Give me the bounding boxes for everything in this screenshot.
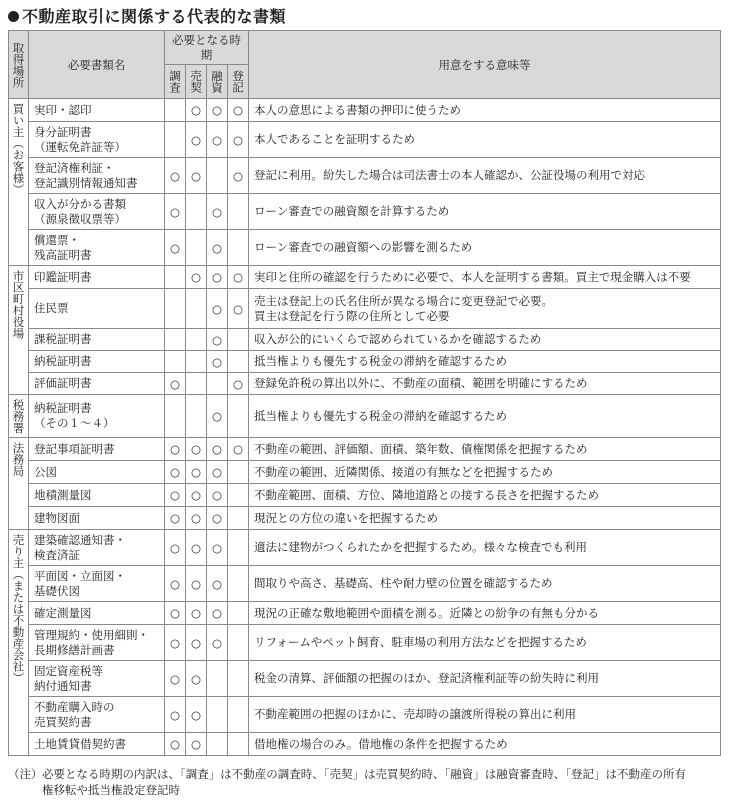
meaning-cell [249,507,721,530]
timing-mark: ○ [165,507,186,530]
table-row [9,266,721,289]
document-name-line: 登記済権利証・ [34,160,115,175]
document-name [29,194,165,230]
timing-mark [228,530,249,566]
timing-mark: ○ [165,566,186,602]
timing-mark: ○ [228,122,249,158]
table-row [9,329,721,351]
timing-mark [186,395,207,438]
meaning-line: 借地権の場合のみ。借地権の条件を把握するため [254,736,508,751]
document-name-line: 実印・認印 [34,102,92,117]
meaning-line: 適法に建物がつくられたかを把握するため。様々な検査でも利用 [254,540,588,554]
table-row [9,602,721,625]
timing-mark [186,194,207,230]
timing-mark [207,697,228,733]
meaning-line: 買主は登記を行う際の住所として必要 [254,308,450,323]
document-name-line: 住民票 [34,301,69,315]
timing-mark: ○ [186,438,207,461]
timing-mark: ○ [207,461,228,484]
document-name-line: 土地賃貸借契約書 [34,736,126,751]
meaning-line: 現況の正確な敷地範囲や面積を測る。近隣との紛争の有無も分かる [254,605,599,620]
document-name [29,484,165,507]
timing-mark: ○ [207,507,228,530]
document-name [29,230,165,266]
meaning-line: ローン審査での融資額への影響を測るため [254,240,473,254]
header-timing-registration: 登記 [228,65,249,99]
table-row [9,122,721,158]
timing-mark: ○ [165,158,186,194]
footnote [8,766,724,798]
timing-mark [228,697,249,733]
timing-mark [207,661,228,697]
footnote-line-1: 必要となる時期の内訳は、「調査」は不動産の調査時、「売契」は売買契約時、「融資」は融資審査時、「登記」は不動産の所有 [42,767,686,781]
timing-mark [165,266,186,289]
meaning-cell [249,329,721,351]
meaning-cell [249,395,721,438]
document-name [29,566,165,602]
header-timing-group: 必要となる時期 [165,31,249,65]
document-name-line: 長期修繕計画書 [34,642,115,657]
timing-mark: ○ [228,289,249,329]
meaning-cell [249,566,721,602]
timing-mark: ○ [207,230,228,266]
footnote-label: （注） [8,767,43,781]
category-label: 買い主（お客様） [11,103,26,195]
meaning-cell [249,266,721,289]
document-name-line: 登記識別情報通知書 [34,175,138,190]
header-timing-loan: 融資 [207,65,228,99]
timing-mark: ○ [186,484,207,507]
timing-mark [228,351,249,373]
timing-mark [228,566,249,602]
document-name-line: 地積測量図 [34,487,92,502]
timing-mark [186,329,207,351]
timing-mark [228,602,249,625]
document-name-line: 建物図面 [34,510,80,525]
timing-mark: ○ [165,230,186,266]
timing-mark: ○ [186,566,207,602]
document-name-line: 償還票・ [34,232,80,247]
bullet-icon [8,11,19,22]
timing-mark: ○ [207,484,228,507]
document-name [29,329,165,351]
meaning-cell [249,194,721,230]
header-document: 必要書類名 [29,31,165,99]
document-name [29,438,165,461]
table-row [9,351,721,373]
table-row [9,661,721,697]
meaning-cell [249,625,721,661]
table-row [9,289,721,329]
header-timing-survey: 調査 [165,65,186,99]
document-name [29,351,165,373]
table-row [9,461,721,484]
timing-mark: ○ [186,158,207,194]
category-cell [9,266,29,395]
timing-mark [228,484,249,507]
timing-mark: ○ [207,438,228,461]
meaning-line: 不動産の範囲、評価額、面積、築年数、債権関係を把握するため [254,441,588,456]
document-name-line: 平面図・立面図・ [34,568,126,583]
meaning-cell [249,373,721,395]
category-label: 法務局 [11,442,26,477]
header-category: 取得場所 [9,31,29,99]
table-row [9,230,721,266]
timing-mark: ○ [207,351,228,373]
table-row [9,99,721,122]
category-label: 売り主（または不動産会社） [11,534,26,684]
timing-mark [228,329,249,351]
meaning-cell [249,733,721,756]
timing-mark: ○ [165,484,186,507]
timing-mark [186,373,207,395]
document-name-line: 建築確認通知書・ [34,532,126,547]
document-name-line: 不動産購入時の [34,699,115,714]
timing-mark: ○ [165,697,186,733]
timing-mark: ○ [165,625,186,661]
document-name-line: 納税証明書 [34,401,92,415]
table-row [9,194,721,230]
document-name [29,289,165,329]
table-row [9,697,721,733]
timing-mark: ○ [207,566,228,602]
category-label: 税務署 [11,399,26,434]
document-name-line: 収入が分かる書類 [34,196,126,211]
meaning-cell [249,158,721,194]
timing-mark [207,158,228,194]
category-label: 市区町村役場 [11,270,26,339]
timing-mark: ○ [186,122,207,158]
timing-mark [165,289,186,329]
document-name-line: 検査済証 [34,547,80,562]
category-cell [9,530,29,756]
timing-mark: ○ [165,461,186,484]
document-name-line: 評価証明書 [34,376,92,390]
timing-mark: ○ [186,99,207,122]
document-name [29,373,165,395]
document-name [29,733,165,756]
category-cell [9,395,29,438]
table-row [9,625,721,661]
timing-mark [207,733,228,756]
document-name [29,158,165,194]
document-name-line: 納税証明書 [34,354,92,368]
timing-mark: ○ [165,661,186,697]
timing-mark: ○ [207,122,228,158]
meaning-line: 本人の意思による書類の押印に使うため [254,102,461,117]
table-row [9,484,721,507]
header-timing-contract: 売契 [186,65,207,99]
document-name-line: 印鑑証明書 [34,269,92,284]
meaning-line: 登記に利用。紛失した場合は司法書士の本人確認か、公証役場の利用で対応 [254,168,645,182]
timing-mark: ○ [228,158,249,194]
meaning-cell [249,461,721,484]
meaning-line: 不動産範囲の把握のほかに、売却時の譲渡所得税の算出に利用 [254,707,576,721]
document-name-line: （源泉徴収票等） [34,211,126,226]
document-name [29,266,165,289]
meaning-line: ローン審査での融資額を計算するため [254,204,450,218]
timing-mark [228,625,249,661]
timing-mark: ○ [165,602,186,625]
table-row [9,507,721,530]
document-name-line: 公図 [34,464,57,479]
category-cell [9,438,29,530]
timing-mark [165,395,186,438]
document-name [29,122,165,158]
timing-mark: ○ [186,461,207,484]
timing-mark: ○ [207,194,228,230]
timing-mark: ○ [186,602,207,625]
document-name-line: 納付通知書 [34,678,92,693]
document-name-line: （運転免許証等） [34,139,126,154]
document-name-line: 売買契約書 [34,714,92,729]
timing-mark: ○ [207,99,228,122]
table-row [9,530,721,566]
meaning-cell [249,697,721,733]
table-row [9,373,721,395]
timing-mark: ○ [165,733,186,756]
timing-mark [165,122,186,158]
timing-mark: ○ [165,194,186,230]
meaning-line: リフォームやペット飼育、駐車場の利用方法などを把握するため [254,635,587,649]
meaning-cell [249,484,721,507]
meaning-cell [249,289,721,329]
documents-table [8,30,721,756]
timing-mark [186,351,207,373]
document-name-line: 確定測量図 [34,605,92,620]
timing-mark: ○ [186,733,207,756]
timing-mark: ○ [207,602,228,625]
document-name-line: （その１～４） [34,416,115,430]
document-name-line: 残高証明書 [34,247,92,262]
document-name [29,461,165,484]
meaning-line: 収入が公的にいくらで認められているかを確認するため [254,332,542,346]
document-name-line: 身分証明書 [34,124,92,139]
timing-mark: ○ [186,661,207,697]
timing-mark: ○ [207,266,228,289]
timing-mark: ○ [207,329,228,351]
timing-mark [228,661,249,697]
meaning-line: 不動産範囲、面積、方位、隣地道路との接する長さを把握するため [254,487,599,502]
timing-mark: ○ [228,438,249,461]
document-name [29,395,165,438]
timing-mark: ○ [207,530,228,566]
meaning-line: 抵当権よりも優先する税金の滞納を確認するため [254,408,507,423]
document-name [29,661,165,697]
timing-mark [186,289,207,329]
meaning-cell [249,230,721,266]
document-name-line: 課税証明書 [34,332,92,346]
document-name [29,625,165,661]
meaning-cell [249,602,721,625]
timing-mark [165,351,186,373]
document-name [29,697,165,733]
timing-mark: ○ [186,507,207,530]
timing-mark: ○ [165,530,186,566]
table-row [9,395,721,438]
table-row [9,566,721,602]
timing-mark [228,194,249,230]
document-name [29,530,165,566]
table-row [9,158,721,194]
document-name-line: 基礎伏図 [34,583,80,598]
document-name [29,602,165,625]
timing-mark: ○ [186,530,207,566]
timing-mark: ○ [165,373,186,395]
timing-mark: ○ [165,438,186,461]
page-title: 不動産取引に関係する代表的な書類 [8,4,286,27]
meaning-cell [249,99,721,122]
timing-mark: ○ [207,289,228,329]
meaning-cell [249,661,721,697]
timing-mark: ○ [207,625,228,661]
meaning-cell [249,122,721,158]
timing-mark [165,329,186,351]
meaning-line: 登録免許税の算出以外に、不動産の面積、範囲を明確にするため [254,376,588,390]
timing-mark: ○ [207,395,228,438]
timing-mark: ○ [186,266,207,289]
meaning-line: 税金の清算、評価額の把握のほか、登記済権利証等の紛失時に利用 [254,671,599,685]
timing-mark: ○ [186,625,207,661]
category-cell [9,99,29,266]
meaning-line: 不動産の範囲、近隣関係、接道の有無などを把握するため [254,464,553,479]
meaning-line: 抵当権よりも優先する税金の滞納を確認するため [254,354,507,368]
timing-mark [228,395,249,438]
document-name [29,507,165,530]
meaning-cell [249,438,721,461]
meaning-cell [249,351,721,373]
header-meaning: 用意をする意味等 [249,31,721,99]
timing-mark: ○ [228,373,249,395]
footnote-line-2: 権移転や抵当権設定登記時 [42,783,180,797]
table-row [9,438,721,461]
timing-mark: ○ [228,266,249,289]
timing-mark [165,99,186,122]
timing-mark [228,230,249,266]
meaning-cell [249,530,721,566]
meaning-line: 実印と住所の確認を行うために必要で、本人を証明する書類。買主で現金購入は不要 [254,269,691,284]
timing-mark: ○ [186,697,207,733]
timing-mark [186,230,207,266]
document-name-line: 登記事項証明書 [34,441,115,456]
timing-mark [228,507,249,530]
document-name-line: 固定資産税等 [34,663,103,678]
timing-mark: ○ [228,99,249,122]
meaning-line: 間取りや高さ、基礎高、柱や耐力壁の位置を確認するため [254,576,553,590]
timing-mark [207,373,228,395]
document-name [29,99,165,122]
meaning-line: 本人であることを証明するため [254,132,415,146]
document-name-line: 管理規約・使用細則・ [34,627,149,642]
meaning-line: 現況との方位の違いを把握するため [254,510,438,525]
timing-mark [228,733,249,756]
timing-mark [228,461,249,484]
table-row [9,733,721,756]
meaning-line: 売主は登記上の氏名住所が異なる場合に変更登記で必要。 [254,293,553,308]
